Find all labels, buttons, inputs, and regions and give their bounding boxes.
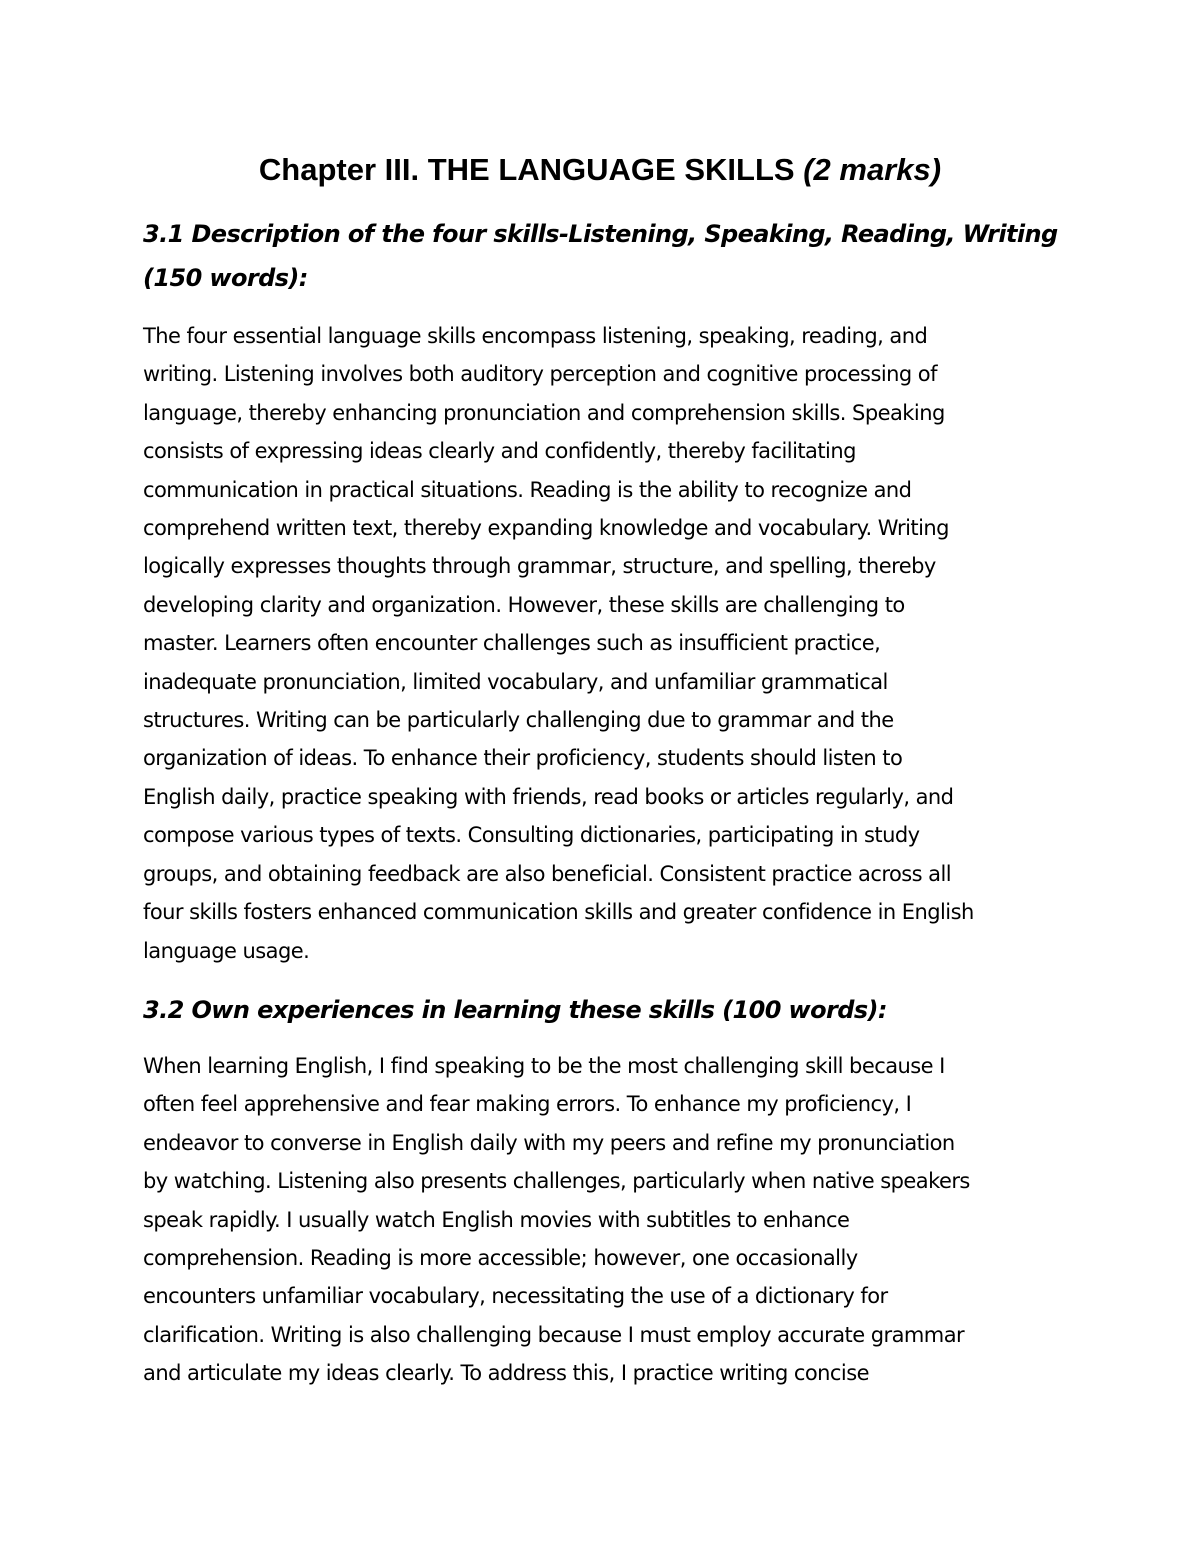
chapter-title-text: Chapter III. THE LANGUAGE SKILLS <box>258 152 795 187</box>
chapter-marks: (2 marks) <box>803 152 942 187</box>
chapter-title <box>143 150 1057 190</box>
paragraph-line: endeavor to converse in English daily with my peers and refine my pronunciation <box>143 1130 955 1155</box>
paragraph-line: comprehend written text, thereby expanding knowledge and vocabulary. Writing <box>143 516 949 541</box>
section-3-2-heading: 3.2 Own experiences in learning these skills (100 words): <box>143 996 887 1024</box>
paragraph-line: consists of expressing ideas clearly and confidently, thereby facilitating <box>143 439 856 464</box>
section-3-1-heading-line: 3.1 Description of the four skills-Listening, Speaking, Reading, Writing <box>143 220 1058 248</box>
paragraph-line: master. Learners often encounter challenges such as insufficient practice, <box>143 631 881 656</box>
section-3-2-paragraph <box>143 1047 1063 1393</box>
paragraph-line: encounters unfamiliar vocabulary, necessitating the use of a dictionary for <box>143 1284 888 1309</box>
paragraph-line: speak rapidly. I usually watch English movies with subtitles to enhance <box>143 1207 850 1232</box>
paragraph-line: four skills fosters enhanced communication skills and greater confidence in English <box>143 900 974 925</box>
paragraph-line: language usage. <box>143 938 310 963</box>
paragraph-line: compose various types of texts. Consulting dictionaries, participating in study <box>143 823 920 848</box>
paragraph-line: When learning English, I find speaking to be the most challenging skill because I <box>143 1054 945 1078</box>
section-3-1-paragraph <box>143 317 1063 970</box>
paragraph-line: language, thereby enhancing pronunciation and comprehension skills. Speaking <box>143 400 945 425</box>
section-3-1-heading-line: (150 words): <box>143 264 308 292</box>
paragraph-line: writing. Listening involves both auditory perception and cognitive processing of <box>143 362 937 387</box>
paragraph-line: communication in practical situations. Reading is the ability to recognize and <box>143 477 912 502</box>
paragraph-line: comprehension. Reading is more accessible; however, one occasionally <box>143 1246 858 1271</box>
paragraph-line: clarification. Writing is also challenging because I must employ accurate grammar <box>143 1322 965 1347</box>
paragraph-line: organization of ideas. To enhance their proficiency, students should listen to <box>143 746 903 771</box>
paragraph-line: developing clarity and organization. However, these skills are challenging to <box>143 592 905 617</box>
paragraph-line: structures. Writing can be particularly challenging due to grammar and the <box>143 708 894 733</box>
paragraph-line: and articulate my ideas clearly. To address this, I practice writing concise <box>143 1361 869 1386</box>
paragraph-line: groups, and obtaining feedback are also beneficial. Consistent practice across all <box>143 861 952 886</box>
paragraph-line: logically expresses thoughts through grammar, structure, and spelling, thereby <box>143 554 936 579</box>
paragraph-line: English daily, practice speaking with friends, read books or articles regularly, and <box>143 784 954 809</box>
paragraph-line: The four essential language skills encompass listening, speaking, reading, and <box>143 324 928 348</box>
section-3-1-heading <box>143 212 1063 300</box>
paragraph-line: by watching. Listening also presents challenges, particularly when native speakers <box>143 1169 970 1194</box>
paragraph-line: often feel apprehensive and fear making errors. To enhance my proficiency, I <box>143 1092 912 1117</box>
paragraph-line: inadequate pronunciation, limited vocabulary, and unfamiliar grammatical <box>143 669 888 694</box>
